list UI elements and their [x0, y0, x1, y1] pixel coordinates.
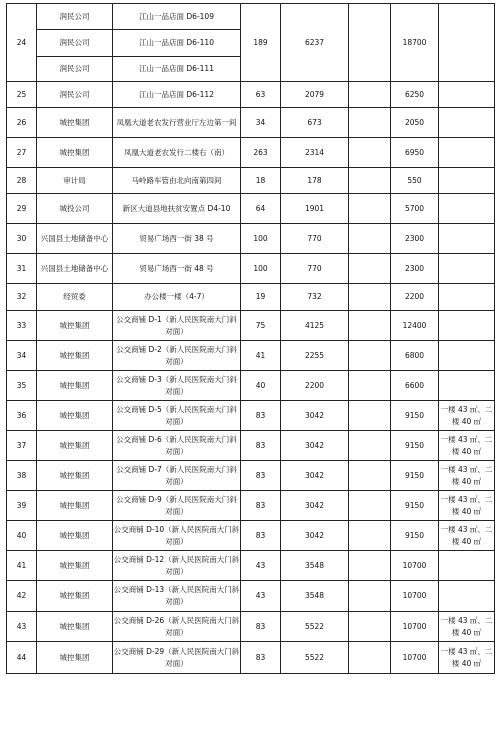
area-cell: 100 [241, 224, 281, 254]
blank-cell [349, 138, 391, 168]
area-cell: 19 [241, 284, 281, 311]
rent-cell: 673 [281, 108, 349, 138]
blank-cell [349, 491, 391, 521]
blank-cell [349, 311, 391, 341]
unit-cell: 城控集团 [37, 371, 113, 401]
blank-cell [349, 551, 391, 581]
table-row [7, 612, 495, 642]
rent-cell: 2079 [281, 82, 349, 108]
row-number-cell: 42 [7, 581, 37, 612]
note-cell [439, 108, 495, 138]
price-cell: 12400 [391, 311, 439, 341]
area-cell: 189 [241, 4, 281, 82]
table-row [7, 138, 495, 168]
price-cell: 2200 [391, 284, 439, 311]
location-cell: 凤凰大道老农发行营业厅左边第一间 [113, 108, 241, 138]
note-cell: 一楼 43 ㎡、二楼 40 ㎡ [439, 461, 495, 491]
note-cell [439, 168, 495, 194]
rent-cell: 3042 [281, 521, 349, 551]
table-row [7, 254, 495, 284]
location-cell: 新区大道县地扶贫安置点 D4-10 [113, 194, 241, 224]
location-cell: 江山一品店面 D6-111 [113, 57, 241, 82]
blank-cell [349, 431, 391, 461]
table-row [7, 194, 495, 224]
area-cell: 18 [241, 168, 281, 194]
price-cell: 5700 [391, 194, 439, 224]
row-number-cell: 43 [7, 612, 37, 642]
blank-cell [349, 4, 391, 82]
blank-cell [349, 371, 391, 401]
rent-cell: 5522 [281, 612, 349, 642]
unit-cell: 润民公司 [37, 4, 113, 30]
unit-cell: 经贸委 [37, 284, 113, 311]
note-cell [439, 311, 495, 341]
location-cell: 公交商铺 D-2（新人民医院南大门斜对面） [113, 341, 241, 371]
row-number-cell: 35 [7, 371, 37, 401]
price-cell: 2300 [391, 224, 439, 254]
unit-cell: 润民公司 [37, 30, 113, 57]
area-cell: 75 [241, 311, 281, 341]
row-number-cell: 34 [7, 341, 37, 371]
area-cell: 263 [241, 138, 281, 168]
rent-cell: 3548 [281, 581, 349, 612]
row-number-cell: 31 [7, 254, 37, 284]
row-number-cell: 33 [7, 311, 37, 341]
blank-cell [349, 581, 391, 612]
note-cell: 一楼 43 ㎡、二楼 40 ㎡ [439, 401, 495, 431]
unit-cell: 城控集团 [37, 311, 113, 341]
area-cell: 83 [241, 521, 281, 551]
unit-cell: 城控集团 [37, 138, 113, 168]
note-cell [439, 254, 495, 284]
row-number-cell: 39 [7, 491, 37, 521]
location-cell: 公交商铺 D-10（新人民医院南大门斜对面） [113, 521, 241, 551]
area-cell: 63 [241, 82, 281, 108]
location-cell: 办公楼一楼（4-7） [113, 284, 241, 311]
unit-cell: 润民公司 [37, 57, 113, 82]
row-number-cell: 29 [7, 194, 37, 224]
location-cell: 公交商铺 D-6（新人民医院南大门斜对面） [113, 431, 241, 461]
area-cell: 40 [241, 371, 281, 401]
price-cell: 6600 [391, 371, 439, 401]
area-cell: 43 [241, 581, 281, 612]
unit-cell: 城控集团 [37, 551, 113, 581]
table-row [7, 642, 495, 674]
note-cell [439, 138, 495, 168]
table-row [7, 284, 495, 311]
blank-cell [349, 254, 391, 284]
rent-cell: 3042 [281, 491, 349, 521]
table-row [7, 4, 495, 30]
area-cell: 41 [241, 341, 281, 371]
area-cell: 83 [241, 612, 281, 642]
table-row [7, 341, 495, 371]
location-cell: 公交商铺 D-12（新人民医院南大门斜对面） [113, 551, 241, 581]
note-cell [439, 284, 495, 311]
row-number-cell: 24 [7, 4, 37, 82]
row-number-cell: 37 [7, 431, 37, 461]
note-cell: 一楼 43 ㎡、二楼 40 ㎡ [439, 521, 495, 551]
table-row [7, 168, 495, 194]
note-cell [439, 194, 495, 224]
note-cell [439, 371, 495, 401]
table-row [7, 551, 495, 581]
price-cell: 10700 [391, 642, 439, 674]
note-cell: 一楼 43 ㎡、二楼 40 ㎡ [439, 491, 495, 521]
area-cell: 83 [241, 461, 281, 491]
location-cell: 公交商铺 D-26（新人民医院南大门斜对面） [113, 612, 241, 642]
price-cell: 9150 [391, 491, 439, 521]
blank-cell [349, 108, 391, 138]
price-cell: 2050 [391, 108, 439, 138]
property-rent-table [6, 3, 495, 674]
blank-cell [349, 341, 391, 371]
price-cell: 10700 [391, 581, 439, 612]
location-cell: 公交商铺 D-1（新人民医院南大门斜对面） [113, 311, 241, 341]
table-row [7, 491, 495, 521]
row-number-cell: 38 [7, 461, 37, 491]
table-row [7, 521, 495, 551]
unit-cell: 城控集团 [37, 461, 113, 491]
rent-cell: 5522 [281, 642, 349, 674]
unit-cell: 审计局 [37, 168, 113, 194]
note-cell [439, 4, 495, 82]
rent-cell: 2200 [281, 371, 349, 401]
area-cell: 83 [241, 401, 281, 431]
note-cell [439, 341, 495, 371]
unit-cell: 城控集团 [37, 612, 113, 642]
row-number-cell: 25 [7, 82, 37, 108]
rent-cell: 6237 [281, 4, 349, 82]
row-number-cell: 44 [7, 642, 37, 674]
price-cell: 9150 [391, 401, 439, 431]
table-row [7, 311, 495, 341]
unit-cell: 城控集团 [37, 491, 113, 521]
rent-cell: 3042 [281, 401, 349, 431]
location-cell: 凤凰大道老农发行二楼右（南） [113, 138, 241, 168]
unit-cell: 城控集团 [37, 341, 113, 371]
area-cell: 100 [241, 254, 281, 284]
location-cell: 公交商铺 D-13（新人民医院南大门斜对面） [113, 581, 241, 612]
location-cell: 贸易广场西一街 48 号 [113, 254, 241, 284]
rent-cell: 770 [281, 254, 349, 284]
note-cell: 一楼 43 ㎡、二楼 40 ㎡ [439, 642, 495, 674]
location-cell: 公交商铺 D-29（新人民医院南大门斜对面） [113, 642, 241, 674]
rent-cell: 3042 [281, 431, 349, 461]
table-row [7, 371, 495, 401]
price-cell: 6800 [391, 341, 439, 371]
location-cell: 马岭路车管由北向南第四间 [113, 168, 241, 194]
price-cell: 9150 [391, 431, 439, 461]
area-cell: 64 [241, 194, 281, 224]
unit-cell: 城控集团 [37, 401, 113, 431]
blank-cell [349, 82, 391, 108]
table-row [7, 224, 495, 254]
table-row [7, 401, 495, 431]
rent-cell: 3548 [281, 551, 349, 581]
area-cell: 83 [241, 431, 281, 461]
table-row [7, 431, 495, 461]
price-cell: 6950 [391, 138, 439, 168]
location-cell: 公交商铺 D-3（新人民医院南大门斜对面） [113, 371, 241, 401]
location-cell: 贸易广场西一街 38 号 [113, 224, 241, 254]
note-cell [439, 224, 495, 254]
area-cell: 83 [241, 642, 281, 674]
price-cell: 9150 [391, 521, 439, 551]
row-number-cell: 27 [7, 138, 37, 168]
price-cell: 10700 [391, 551, 439, 581]
row-number-cell: 28 [7, 168, 37, 194]
area-cell: 83 [241, 491, 281, 521]
location-cell: 公交商铺 D-5（新人民医院南大门斜对面） [113, 401, 241, 431]
blank-cell [349, 224, 391, 254]
rent-cell: 178 [281, 168, 349, 194]
row-number-cell: 41 [7, 551, 37, 581]
row-number-cell: 30 [7, 224, 37, 254]
blank-cell [349, 168, 391, 194]
rent-cell: 3042 [281, 461, 349, 491]
location-cell: 江山一品店面 D6-109 [113, 4, 241, 30]
location-cell: 江山一品店面 D6-112 [113, 82, 241, 108]
table-row [7, 82, 495, 108]
note-cell [439, 551, 495, 581]
row-number-cell: 40 [7, 521, 37, 551]
rent-cell: 2314 [281, 138, 349, 168]
unit-cell: 城投公司 [37, 194, 113, 224]
note-cell: 一楼 43 ㎡、二楼 40 ㎡ [439, 612, 495, 642]
rent-cell: 4125 [281, 311, 349, 341]
blank-cell [349, 284, 391, 311]
price-cell: 9150 [391, 461, 439, 491]
price-cell: 6250 [391, 82, 439, 108]
row-number-cell: 36 [7, 401, 37, 431]
unit-cell: 城控集团 [37, 108, 113, 138]
blank-cell [349, 461, 391, 491]
blank-cell [349, 642, 391, 674]
blank-cell [349, 521, 391, 551]
location-cell: 公交商铺 D-9（新人民医院南大门斜对面） [113, 491, 241, 521]
unit-cell: 城控集团 [37, 431, 113, 461]
unit-cell: 兴国县土地储备中心 [37, 224, 113, 254]
table-row [7, 108, 495, 138]
unit-cell: 城控集团 [37, 521, 113, 551]
unit-cell: 兴国县土地储备中心 [37, 254, 113, 284]
table-row [7, 581, 495, 612]
note-cell [439, 581, 495, 612]
rent-cell: 2255 [281, 341, 349, 371]
blank-cell [349, 401, 391, 431]
blank-cell [349, 194, 391, 224]
unit-cell: 润民公司 [37, 82, 113, 108]
price-cell: 2300 [391, 254, 439, 284]
price-cell: 10700 [391, 612, 439, 642]
note-cell: 一楼 43 ㎡、二楼 40 ㎡ [439, 431, 495, 461]
row-number-cell: 26 [7, 108, 37, 138]
area-cell: 34 [241, 108, 281, 138]
location-cell: 公交商铺 D-7（新人民医院南大门斜对面） [113, 461, 241, 491]
unit-cell: 城控集团 [37, 642, 113, 674]
table-row [7, 461, 495, 491]
price-cell: 550 [391, 168, 439, 194]
blank-cell [349, 612, 391, 642]
price-cell: 18700 [391, 4, 439, 82]
rent-cell: 1901 [281, 194, 349, 224]
rent-cell: 732 [281, 284, 349, 311]
location-cell: 江山一品店面 D6-110 [113, 30, 241, 57]
unit-cell: 城控集团 [37, 581, 113, 612]
area-cell: 43 [241, 551, 281, 581]
rent-cell: 770 [281, 224, 349, 254]
note-cell [439, 82, 495, 108]
row-number-cell: 32 [7, 284, 37, 311]
